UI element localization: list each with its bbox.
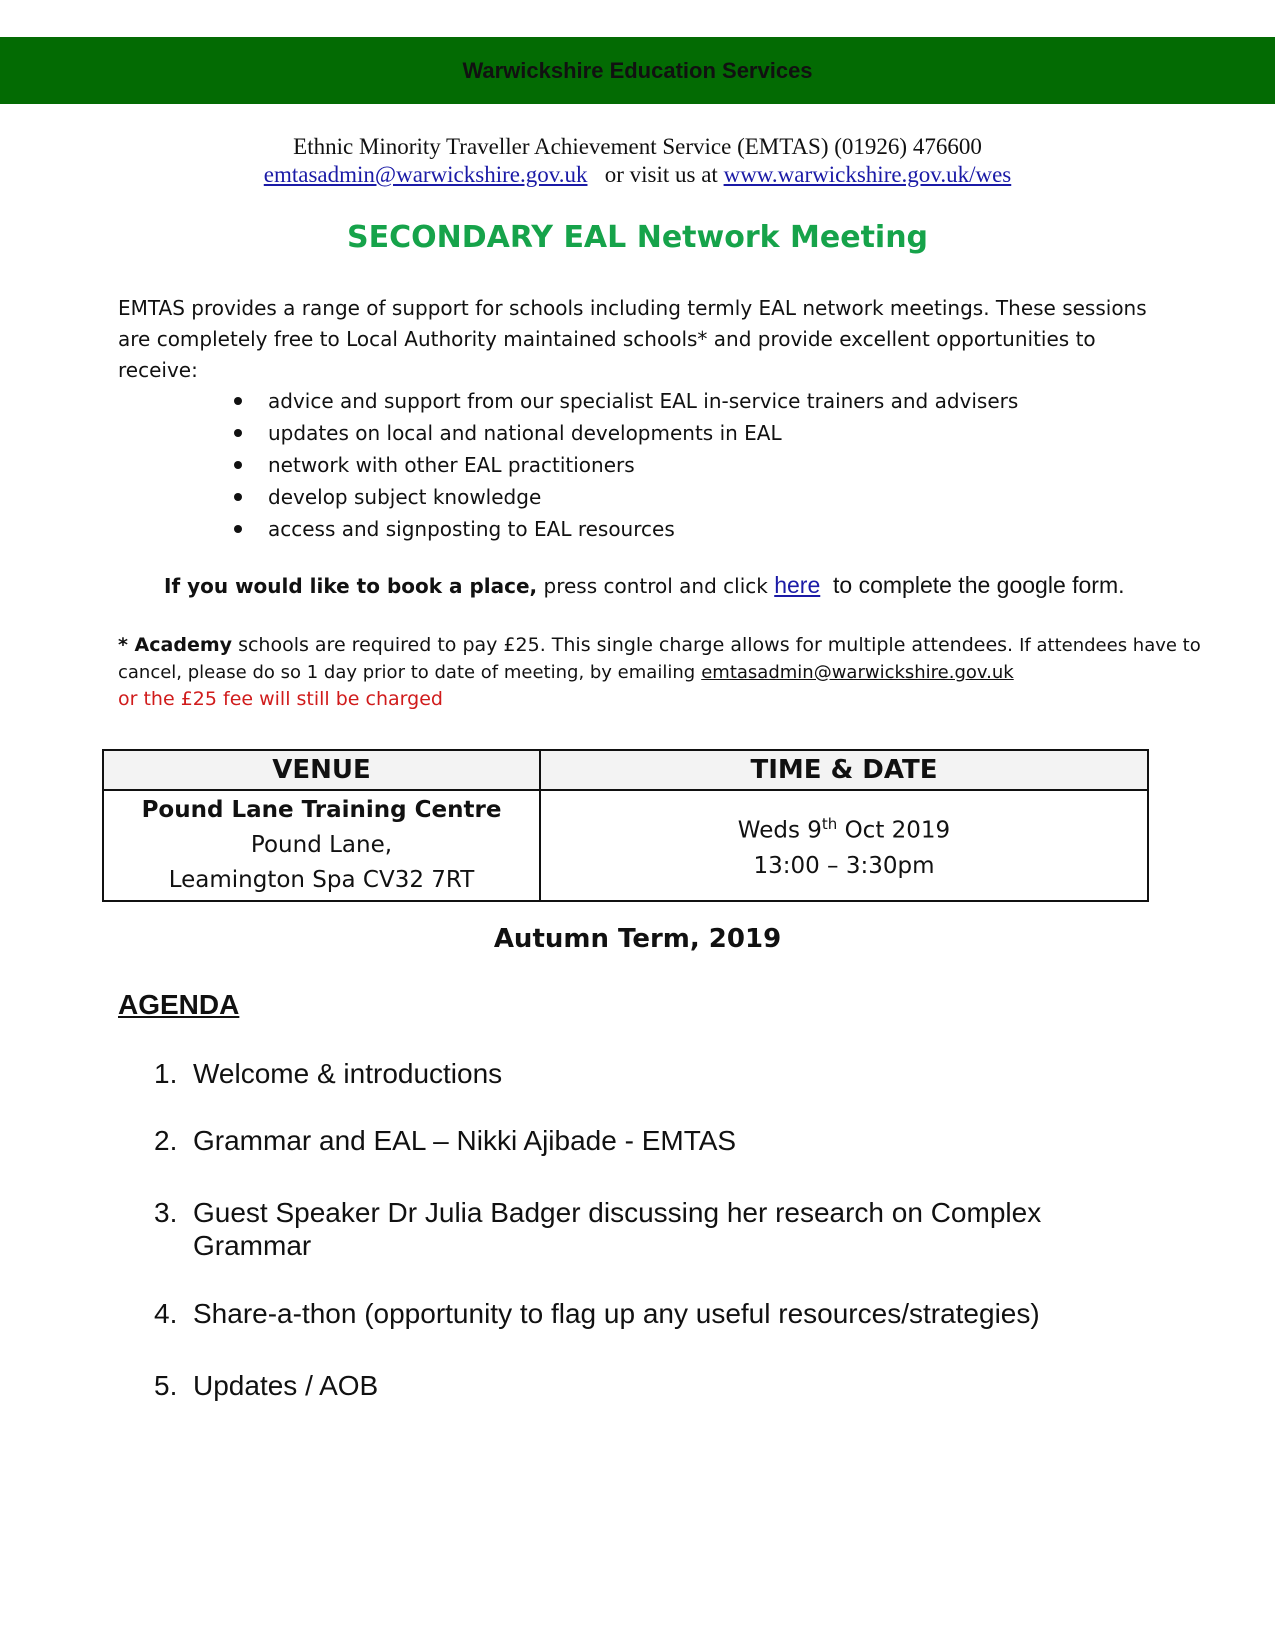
- booking-link[interactable]: here: [774, 572, 821, 598]
- list-item: advice and support from our specialist EAL in-service trainers and advisers: [230, 385, 1018, 417]
- email-link[interactable]: emtasadmin@warwickshire.gov.uk: [263, 162, 588, 187]
- booking-text: press control and click: [543, 574, 768, 598]
- time-date-cell: [540, 790, 1148, 901]
- agenda-item: 5. Updates / AOB: [154, 1370, 379, 1401]
- agenda-heading: AGENDA: [118, 989, 240, 1020]
- term-heading: Autumn Term, 2019: [493, 924, 782, 954]
- agenda-item: 4. Share-a-thon (opportunity to flag up any useful resources/strategies): [154, 1298, 1040, 1329]
- venue-header: VENUE: [103, 750, 540, 790]
- venue-street: Pound Lane,: [250, 832, 393, 858]
- venue-cell: [103, 790, 540, 901]
- cancel-text: If attendees have to cancel, please do so 1 day prior to date of meeting, by emailing: [118, 635, 1201, 683]
- list-item: updates on local and national developments in EAL: [230, 417, 1018, 449]
- benefits-list: [230, 385, 1018, 545]
- time-date-header: TIME & DATE: [540, 750, 1148, 790]
- list-item: network with other EAL practitioners: [230, 449, 1018, 481]
- venue-name: Pound Lane Training Centre: [141, 797, 502, 823]
- intro-paragraph: EMTAS provides a range of support for schools including termly EAL network meetings. These sessions are completely free to Local Authority maintained schools* and provide excellent opportunities to receive:: [118, 296, 1147, 382]
- agenda-item: 2. Grammar and EAL – Nikki Ajibade - EMTAS: [154, 1125, 737, 1156]
- academy-bold: * Academy: [118, 634, 233, 656]
- academy-note: [118, 632, 1238, 713]
- website-link[interactable]: www.warwickshire.gov.uk/wes: [723, 162, 1012, 187]
- contact-block: [0, 133, 1275, 189]
- venue-time-table: [102, 749, 1149, 902]
- meeting-time: 13:00 – 3:30pm: [753, 852, 935, 879]
- banner-title: Warwickshire Education Services: [462, 57, 813, 83]
- venue-town: Leamington Spa CV32 7RT: [168, 867, 475, 893]
- contact-line: Ethnic Minority Traveller Achievement Service (EMTAS) (01926) 476600: [293, 134, 982, 159]
- visit-text: or visit us at: [604, 162, 718, 187]
- agenda-item: 1. Welcome & introductions: [154, 1058, 503, 1089]
- booking-tail: to complete the google form.: [833, 572, 1125, 598]
- fee-warning: or the £25 fee will still be charged: [118, 688, 443, 710]
- meeting-date: Weds 9th Oct 2019: [737, 815, 951, 844]
- booking-line: [164, 572, 1125, 599]
- list-item: develop subject knowledge: [230, 481, 1018, 513]
- header-banner: [0, 37, 1275, 104]
- list-item: access and signposting to EAL resources: [230, 513, 1018, 545]
- cancel-email-link[interactable]: emtasadmin@warwickshire.gov.uk: [701, 662, 1014, 683]
- academy-text: schools are required to pay £25. This single charge allows for multiple attendees.: [238, 634, 1014, 656]
- agenda-item: 3. Guest Speaker Dr Julia Badger discussing her research on Complex Grammar: [154, 1197, 1042, 1261]
- booking-bold: If you would like to book a place,: [164, 574, 538, 598]
- page-title: SECONDARY EAL Network Meeting: [346, 220, 929, 255]
